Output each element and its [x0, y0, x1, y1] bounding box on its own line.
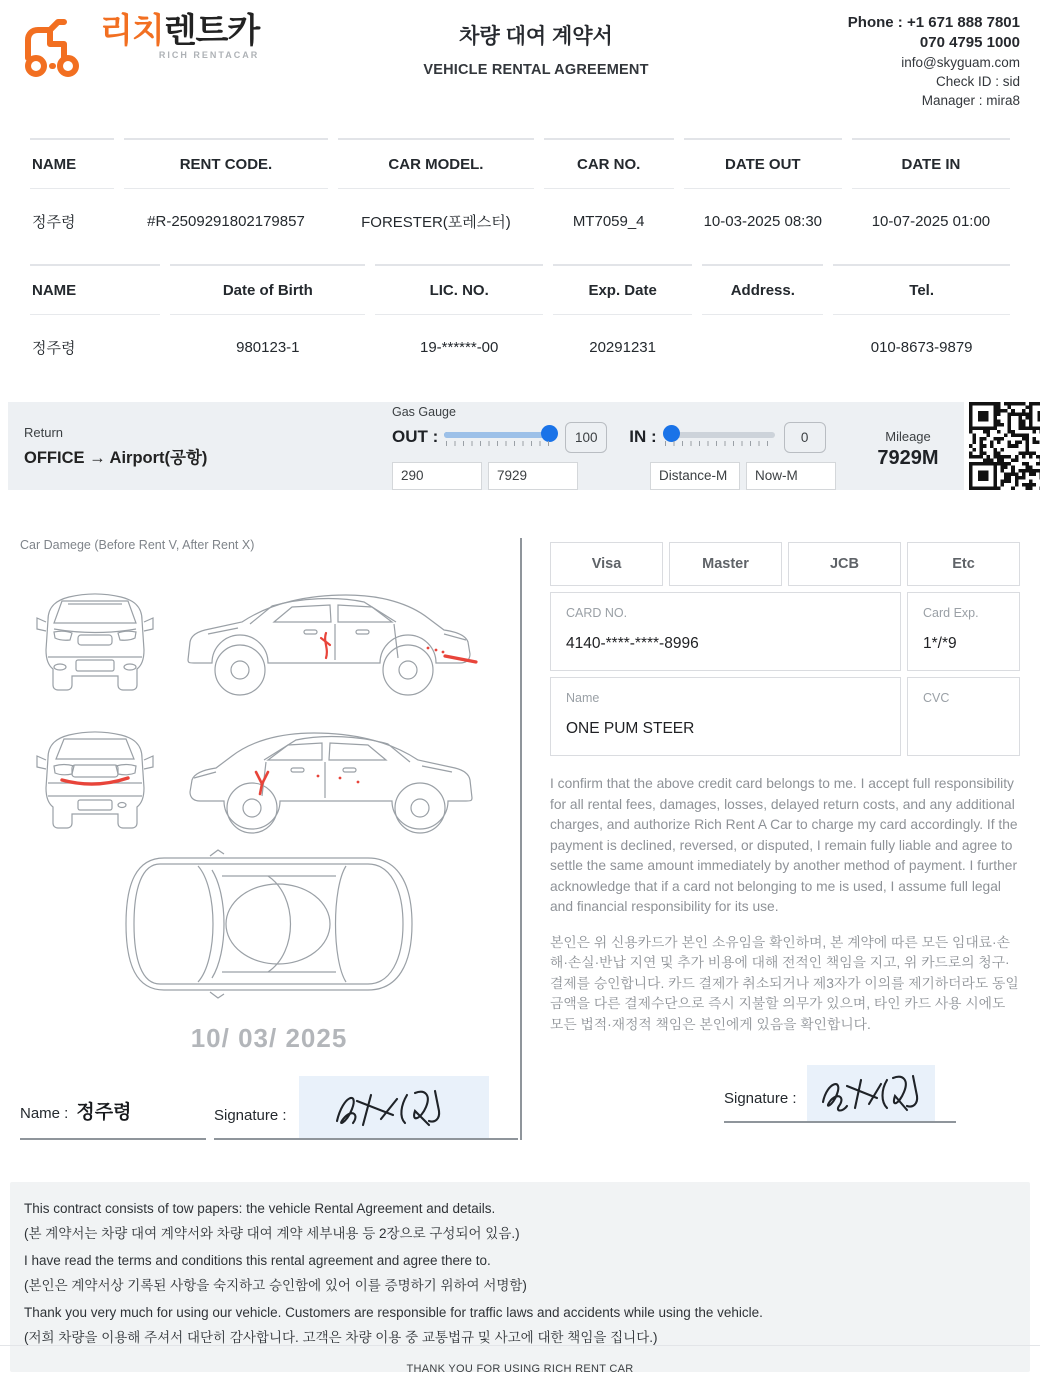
gas-in-value: 0 — [784, 422, 826, 453]
rental-table-header-row — [30, 138, 1010, 189]
card-no-cell[interactable] — [550, 592, 901, 671]
card-name-label: Name — [566, 691, 600, 705]
brand-logo — [20, 14, 320, 108]
col-tel: Tel. — [833, 264, 1010, 315]
mileage-in-input[interactable] — [746, 462, 836, 490]
card-type-visa[interactable]: Visa — [550, 542, 663, 586]
car-damage-section — [20, 538, 518, 1140]
car-logo-icon — [20, 18, 94, 80]
car-side-view-right — [180, 716, 480, 844]
col-lic-no: LIC. NO. — [375, 264, 542, 315]
out-label: OUT : — [392, 427, 439, 446]
card-section — [522, 538, 1020, 1140]
car-front-view — [32, 578, 158, 700]
mileage-label: Mileage — [885, 428, 931, 444]
rent-code: #R-2509291802179857 — [147, 213, 305, 230]
col-name: NAME — [30, 138, 114, 189]
card-exp-label: Card Exp. — [923, 606, 979, 620]
name-value: 정주령 — [76, 1102, 132, 1123]
renter-signature-pad[interactable] — [299, 1076, 489, 1138]
col-date-in: DATE IN — [852, 138, 1010, 189]
lic-no: 19-******-00 — [419, 339, 499, 356]
gas-in-slider-handle[interactable] — [663, 425, 680, 442]
card-signature — [815, 1070, 927, 1116]
card-no-value: 4140-****-****-8996 — [566, 635, 699, 652]
driver-table-row — [30, 315, 1010, 390]
date-in: 10-07-2025 01:00 — [871, 213, 991, 230]
driver-name: 정주령 — [32, 340, 76, 357]
bottom-bar — [0, 1345, 1040, 1387]
qr-code — [969, 402, 1040, 490]
distance-in-input[interactable] — [650, 462, 740, 490]
renter-name: 정주령 — [32, 214, 76, 231]
page-title-en: VEHICLE RENTAL AGREEMENT — [423, 62, 649, 78]
gas-out-slider-handle[interactable] — [541, 425, 558, 442]
card-confirmation-en: I confirm that the above credit card belongs to me. I accept full responsibility for all rental fees, damages, losses, delayed return costs, and any additional charges, and authorize Rich Rent A Car to charge my card accordingly. If the payment is declined, reversed, or disputed, I remain fully liable and agree to settle the same amount immediately by another method of payment. I further acknowledge that if a card not belonging to me is used, I assume full legal and financial responsibility for its use. — [550, 776, 1018, 914]
car-model: FORESTER(포레스터) — [361, 214, 511, 231]
phone-secondary: 070 4795 1000 — [919, 34, 1020, 51]
return-route: OFFICE → Airport(공항) — [24, 448, 208, 467]
mileage-value: 7929M — [877, 446, 939, 469]
brand-name: 리치렌트카 — [100, 12, 260, 50]
col-dob: Date of Birth — [170, 264, 365, 315]
gauge-section — [8, 402, 1040, 490]
contract-notes — [10, 1182, 1030, 1372]
card-cvc-value — [923, 720, 1004, 738]
brand-subtitle: RICH RENTACAR — [158, 50, 260, 60]
rental-table-row — [30, 189, 1010, 264]
gas-out-value: 100 — [565, 422, 607, 453]
driver-table — [20, 264, 1020, 390]
note-3: Thank you very much for using our vehicle. Customers are responsible for traffic laws and accidents while using the vehicle. (저희 차량을 이용해 주셔서 대단히 감사합니다. 고객은 차량 이용 중 교통법규 및 사고에 대한 책임을 집니다.) — [24, 1305, 763, 1345]
in-label: IN : — [629, 427, 657, 446]
gas-gauge-label: Gas Gauge — [392, 404, 456, 419]
mileage-out-input[interactable] — [488, 462, 578, 490]
car-side-view-left — [180, 578, 480, 706]
col-rent-code: RENT CODE. — [124, 138, 329, 189]
gas-in-slider[interactable] — [663, 426, 775, 448]
contact-info — [752, 14, 1020, 108]
col-car-model: CAR MODEL. — [338, 138, 533, 189]
renter-signature — [319, 1081, 469, 1133]
note-1: This contract consists of tow papers: the vehicle Rental Agreement and details. (본 계약서는 차량 대여 계약서와 차량 대여 계약 세부내용 등 2장으로 구성되어 있음.) — [24, 1201, 520, 1241]
signature-label: Signature : — [214, 1107, 287, 1124]
car-rear-view — [32, 716, 158, 838]
gas-out-slider[interactable] — [444, 426, 556, 448]
card-name-cell[interactable] — [550, 677, 901, 756]
col-address: Address. — [702, 264, 823, 315]
distance-out-input[interactable] — [392, 462, 482, 490]
card-exp-value: 1*/*9 — [923, 635, 957, 652]
address — [702, 315, 823, 390]
check-id: Check ID : sid — [935, 74, 1020, 89]
card-name-value: ONE PUM STEER — [566, 720, 695, 737]
manager: Manager : mira8 — [921, 93, 1020, 108]
driver-table-header-row — [30, 264, 1010, 315]
card-cvc-cell[interactable] — [907, 677, 1020, 756]
email: info@skyguam.com — [901, 55, 1020, 70]
car-damage-label: Car Damege (Before Rent V, After Rent X) — [20, 538, 255, 552]
car-top-view — [118, 848, 420, 1000]
card-signature-label: Signature : — [724, 1090, 797, 1107]
page-header — [0, 0, 1040, 108]
col-car-no: CAR NO. — [544, 138, 674, 189]
card-no-label: CARD NO. — [566, 606, 628, 620]
rental-date: 10/ 03/ 2025 — [190, 1023, 348, 1053]
note-2: I have read the terms and conditions this rental agreement and agree there to. (본인은 계약서상 기록된 사항을 숙지하고 승인함에 있어 이를 증명하기 위하여 서명함) — [24, 1253, 527, 1293]
card-type-row — [550, 542, 1020, 586]
tel: 010-8673-9879 — [870, 339, 973, 356]
col-date-out: DATE OUT — [684, 138, 842, 189]
card-signature-pad[interactable] — [807, 1065, 935, 1121]
car-no: MT7059_4 — [572, 213, 645, 230]
phone-primary: Phone : +1 671 888 7801 — [847, 14, 1020, 31]
card-confirmation-kr: 본인은 위 신용카드가 본인 소유임을 확인하며, 본 계약에 따른 모든 임대료·손해·손실·반납 지연 및 추가 비용에 대해 전적인 책임을 지고, 위 카드로의 청구·결제를 승인합니다. 카드 결제가 취소되거나 제3자가 이의를 제기하더라도 동일 금액을 다른 결제수단으로 즉시 지불할 의무가 있으며, 타인 카드 사용 시에도 모든 법적·재정적 책임은 본인에게 있음을 확인합니다. — [550, 934, 1019, 1032]
name-label: Name : — [20, 1105, 69, 1122]
thanks-message: THANK YOU FOR USING RICH RENT CAR — [406, 1363, 634, 1375]
card-type-jcb[interactable]: JCB — [788, 542, 901, 586]
col-exp-date: Exp. Date — [553, 264, 693, 315]
page-title-kr: 차량 대여 계약서 — [459, 25, 613, 48]
card-type-master[interactable]: Master — [669, 542, 782, 586]
rental-table — [20, 138, 1020, 264]
date-of-birth: 980123-1 — [236, 339, 300, 356]
card-exp-cell[interactable] — [907, 592, 1020, 671]
exp-date: 20291231 — [589, 339, 656, 356]
col-driver-name: NAME — [30, 264, 160, 315]
card-cvc-label: CVC — [923, 691, 950, 705]
date-out: 10-03-2025 08:30 — [703, 213, 823, 230]
return-label: Return — [24, 424, 64, 440]
card-type-etc[interactable]: Etc — [907, 542, 1020, 586]
